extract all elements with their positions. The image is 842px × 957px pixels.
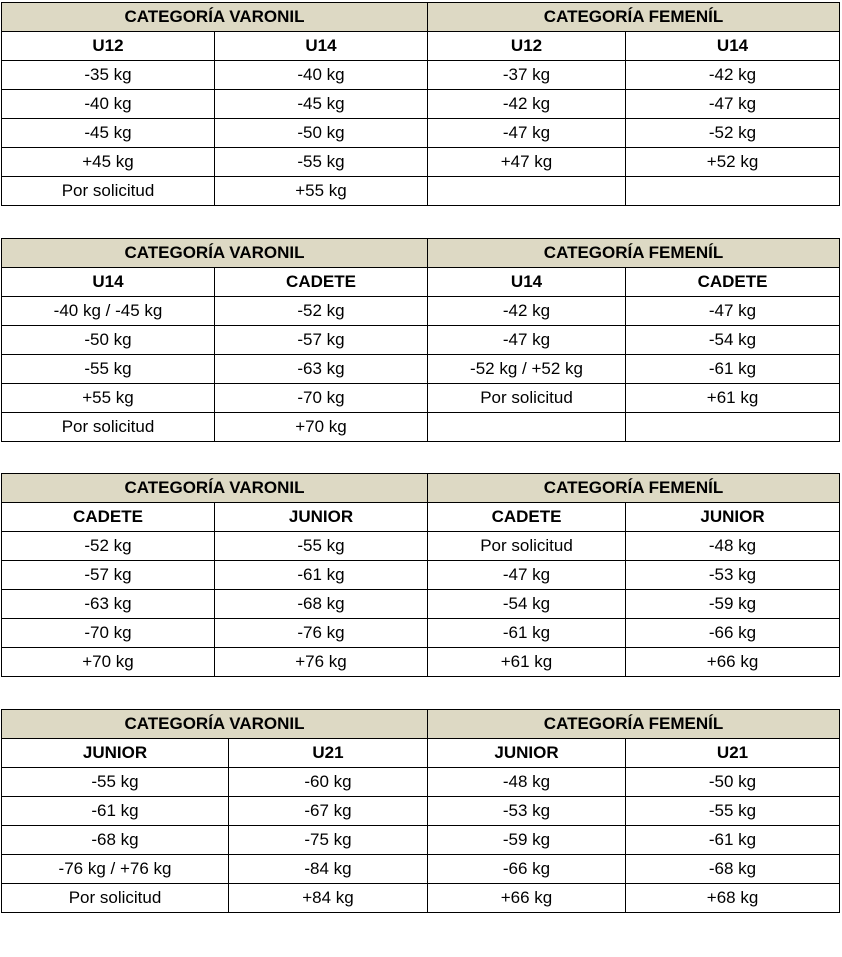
table-cell: -54 kg	[626, 326, 840, 355]
table-cell: -54 kg	[428, 590, 626, 619]
table-row	[2, 826, 840, 855]
table-row	[2, 297, 840, 326]
group-varonil: CATEGORÍA VARONIL	[2, 710, 428, 739]
table-cell: -55 kg	[215, 148, 428, 177]
table-cell: -61 kg	[626, 355, 840, 384]
table-cell: -47 kg	[626, 297, 840, 326]
weight-table-4	[1, 709, 839, 910]
table-cell: -52 kg	[215, 297, 428, 326]
group-header-row	[2, 474, 840, 503]
table-row	[2, 61, 840, 90]
table-cell: -66 kg	[428, 855, 626, 884]
table-cell: Por solicitud	[2, 884, 229, 913]
table-cell: +68 kg	[626, 884, 840, 913]
table-cell: -57 kg	[215, 326, 428, 355]
table-cell: -66 kg	[626, 619, 840, 648]
table-row	[2, 797, 840, 826]
table-row	[2, 561, 840, 590]
table-cell: +52 kg	[626, 148, 840, 177]
table-row	[2, 326, 840, 355]
table-cell: -47 kg	[428, 326, 626, 355]
column-header-row	[2, 32, 840, 61]
table-cell: -52 kg / +52 kg	[428, 355, 626, 384]
table-cell	[626, 177, 840, 206]
table-cell: Por solicitud	[428, 532, 626, 561]
column-header: JUNIOR	[428, 739, 626, 768]
table-cell	[428, 413, 626, 442]
table-cell: -61 kg	[215, 561, 428, 590]
table-cell: -57 kg	[2, 561, 215, 590]
table-row	[2, 413, 840, 442]
table-cell: -50 kg	[626, 768, 840, 797]
weight-table-2	[1, 238, 839, 439]
column-header: U12	[428, 32, 626, 61]
table-cell	[428, 177, 626, 206]
column-header: U14	[2, 268, 215, 297]
column-header: CADETE	[428, 503, 626, 532]
table-cell: -68 kg	[626, 855, 840, 884]
table-row	[2, 384, 840, 413]
table-cell: -63 kg	[2, 590, 215, 619]
table-cell: +55 kg	[2, 384, 215, 413]
table-row	[2, 90, 840, 119]
table-cell: -55 kg	[2, 355, 215, 384]
column-header-row	[2, 739, 840, 768]
table-cell: -45 kg	[2, 119, 215, 148]
group-varonil: CATEGORÍA VARONIL	[2, 3, 428, 32]
table-cell: -52 kg	[2, 532, 215, 561]
table-row	[2, 355, 840, 384]
table-cell: -63 kg	[215, 355, 428, 384]
group-varonil: CATEGORÍA VARONIL	[2, 474, 428, 503]
weight-table-3	[1, 473, 839, 674]
table-cell: Por solicitud	[2, 177, 215, 206]
table-cell: +76 kg	[215, 648, 428, 677]
table-row	[2, 648, 840, 677]
table-cell: -52 kg	[626, 119, 840, 148]
table-cell: -48 kg	[428, 768, 626, 797]
table-cell	[626, 413, 840, 442]
column-header-row	[2, 503, 840, 532]
table-cell: -55 kg	[626, 797, 840, 826]
table-cell: -48 kg	[626, 532, 840, 561]
group-varonil: CATEGORÍA VARONIL	[2, 239, 428, 268]
table-cell: -40 kg	[2, 90, 215, 119]
column-header: JUNIOR	[2, 739, 229, 768]
table-row	[2, 619, 840, 648]
group-header-row	[2, 710, 840, 739]
table-cell: -47 kg	[626, 90, 840, 119]
table-cell: -42 kg	[428, 297, 626, 326]
table-cell: -42 kg	[626, 61, 840, 90]
table-cell: -59 kg	[626, 590, 840, 619]
group-header-row	[2, 3, 840, 32]
table-cell: +61 kg	[626, 384, 840, 413]
column-header: U12	[2, 32, 215, 61]
table-cell: +47 kg	[428, 148, 626, 177]
table-cell: -55 kg	[2, 768, 229, 797]
weight-table-1	[1, 2, 839, 203]
table-cell: -75 kg	[229, 826, 428, 855]
table-cell: -61 kg	[2, 797, 229, 826]
group-header-row	[2, 239, 840, 268]
table-cell: +70 kg	[215, 413, 428, 442]
table-cell: -70 kg	[215, 384, 428, 413]
table-row	[2, 532, 840, 561]
column-header: CADETE	[215, 268, 428, 297]
table-cell: -53 kg	[428, 797, 626, 826]
column-header: CADETE	[626, 268, 840, 297]
table-cell: -45 kg	[215, 90, 428, 119]
column-header: U21	[626, 739, 840, 768]
table-cell: -60 kg	[229, 768, 428, 797]
table-row	[2, 148, 840, 177]
column-header-row	[2, 268, 840, 297]
table-cell: -53 kg	[626, 561, 840, 590]
table-cell: -55 kg	[215, 532, 428, 561]
table-cell: -50 kg	[2, 326, 215, 355]
table-cell: +84 kg	[229, 884, 428, 913]
column-header: CADETE	[2, 503, 215, 532]
table-cell: -68 kg	[2, 826, 229, 855]
table-cell: +66 kg	[626, 648, 840, 677]
column-header: U21	[229, 739, 428, 768]
column-header: U14	[428, 268, 626, 297]
table-cell: -42 kg	[428, 90, 626, 119]
group-femenil: CATEGORÍA FEMENÍL	[428, 710, 840, 739]
table-cell: -67 kg	[229, 797, 428, 826]
group-femenil: CATEGORÍA FEMENÍL	[428, 239, 840, 268]
table-cell: Por solicitud	[428, 384, 626, 413]
table-cell: -40 kg / -45 kg	[2, 297, 215, 326]
table-cell: Por solicitud	[2, 413, 215, 442]
column-header: U14	[626, 32, 840, 61]
table-cell: +66 kg	[428, 884, 626, 913]
table-cell: +55 kg	[215, 177, 428, 206]
column-header: U14	[215, 32, 428, 61]
table-cell: -37 kg	[428, 61, 626, 90]
table-row	[2, 590, 840, 619]
table-cell: -68 kg	[215, 590, 428, 619]
table-cell: -84 kg	[229, 855, 428, 884]
table-cell: -61 kg	[626, 826, 840, 855]
table-cell: +61 kg	[428, 648, 626, 677]
table-row	[2, 119, 840, 148]
table-row	[2, 884, 840, 913]
column-header: JUNIOR	[626, 503, 840, 532]
table-cell: -76 kg / +76 kg	[2, 855, 229, 884]
group-femenil: CATEGORÍA FEMENÍL	[428, 3, 840, 32]
table-cell: -35 kg	[2, 61, 215, 90]
group-femenil: CATEGORÍA FEMENÍL	[428, 474, 840, 503]
table-cell: -59 kg	[428, 826, 626, 855]
table-cell: +45 kg	[2, 148, 215, 177]
table-cell: -61 kg	[428, 619, 626, 648]
table-cell: -47 kg	[428, 119, 626, 148]
table-row	[2, 768, 840, 797]
table-row	[2, 177, 840, 206]
table-cell: -40 kg	[215, 61, 428, 90]
table-cell: -76 kg	[215, 619, 428, 648]
table-cell: -50 kg	[215, 119, 428, 148]
table-row	[2, 855, 840, 884]
table-cell: -70 kg	[2, 619, 215, 648]
table-cell: +70 kg	[2, 648, 215, 677]
table-cell: -47 kg	[428, 561, 626, 590]
column-header: JUNIOR	[215, 503, 428, 532]
